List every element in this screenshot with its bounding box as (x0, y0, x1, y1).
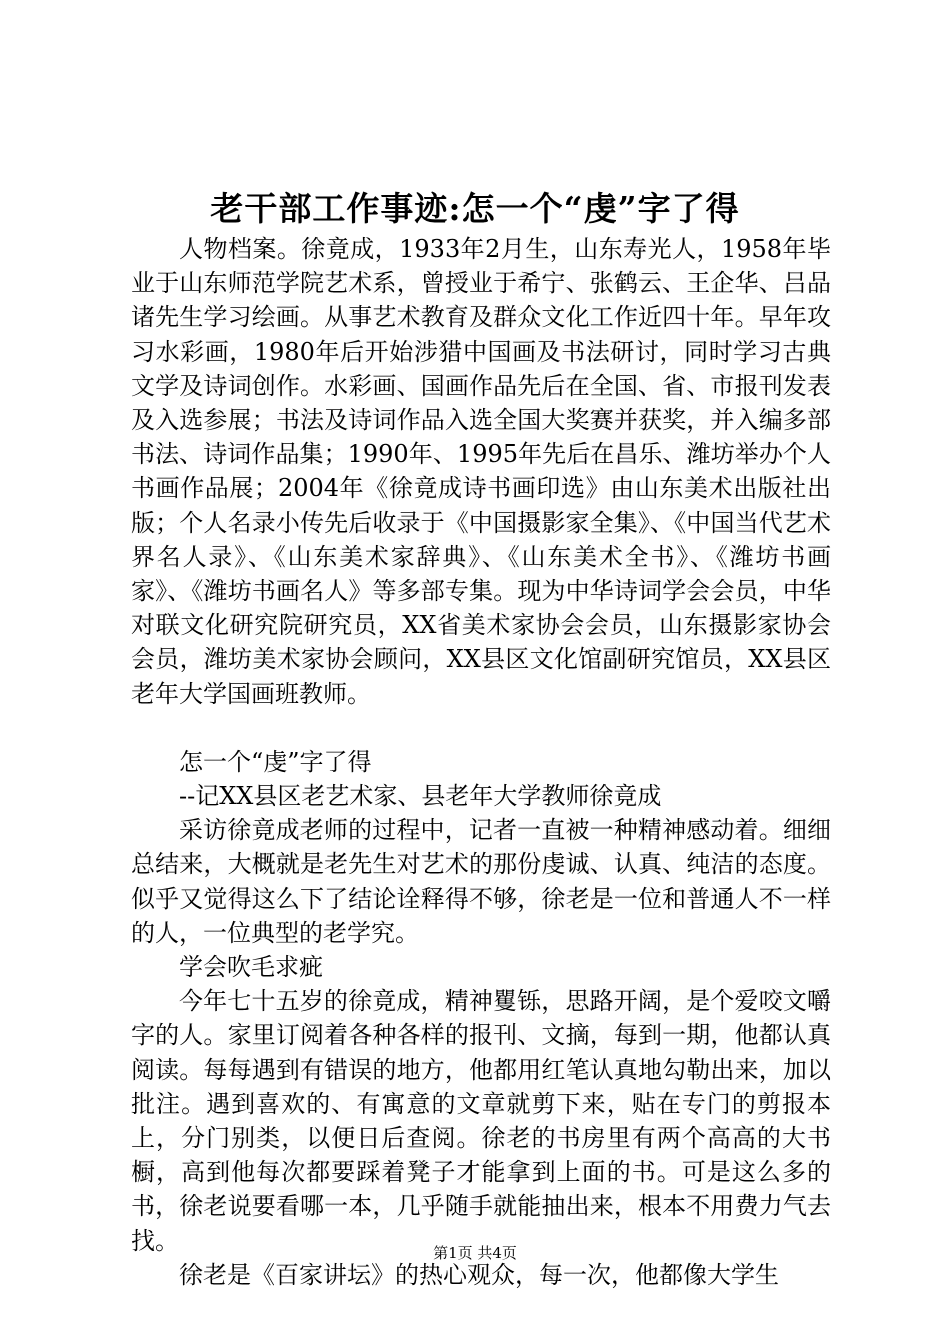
paragraph-gap (131, 711, 831, 745)
body-paragraph: 今年七十五岁的徐竟成，精神矍铄，思路开阔，是个爱咬文嚼字的人。家里订阅着各种各样的报刊、文摘，每到一期，他都认真阅读。每每遇到有错误的地方，他都用红笔认真地勾勒出来，加以批注。遇到喜欢的、有寓意的文章就剪下来，贴在专门的剪报本上，分门别类，以便日后查阅。徐老的书房里有两个高高的大书橱，高到他每次都要踩着凳子才能拿到上面的书。可是这么多的书，徐老说要看哪一本，几乎随手就能抽出来，根本不用费力气去找。 (131, 987, 831, 1255)
document-body (131, 232, 831, 1292)
article-subtitle: 怎一个“虔”字了得 (179, 747, 372, 776)
document-title: 老干部工作事迹:怎一个“虔”字了得 (210, 189, 740, 228)
profile-paragraph: 人物档案。徐竟成，1933年2月生，山东寿光人，1958年毕业于山东师范学院艺术系，曾授业于希宁、张鹤云、王企华、吕品诸先生学习绘画。从事艺术教育及群众文化工作近四十年。早年攻习水彩画，1980年后开始涉猎中国画及书法研讨，同时学习古典文学及诗词创作。水彩画、国画作品先后在全国、省、市报刊发表及入选参展；书法及诗词作品入选全国大奖赛并获奖，并入编多部书法、诗词作品集；1990年、1995年先后在昌乐、潍坊举办个人书画作品展；2004年《徐竟成诗书画印选》由山东美术出版社出版；个人名录小传先后收录于《中国摄影家全集》、《中国当代艺术界名人录》、《山东美术家辞典》、《山东美术全书》、《潍坊书画家》、《潍坊书画名人》等多部专集。现为中华诗词学会会员，中华对联文化研究院研究员，XX省美术家协会会员，山东摄影家协会会员，潍坊美术家协会顾问，XX县区文化馆副研究馆员，XX县区老年大学国画班教师。 (131, 235, 831, 708)
section-heading: 学会吹毛求疵 (179, 953, 323, 982)
intro-paragraph: 采访徐竟成老师的过程中，记者一直被一种精神感动着。细细总结来，大概就是老先生对艺术的那份虔诚、认真、纯洁的态度。似乎又觉得这么下了结论诠释得不够，徐老是一位和普通人不一样的人，一位典型的老学究。 (131, 816, 831, 947)
page-footer: 第1页 共4页 (433, 1244, 517, 1262)
body-paragraph-continued: 徐老是《百家讲坛》的热心观众，每一次，他都像大学生 (179, 1260, 779, 1289)
article-byline: --记XX县区老艺术家、县老年大学教师徐竟成 (179, 782, 662, 811)
